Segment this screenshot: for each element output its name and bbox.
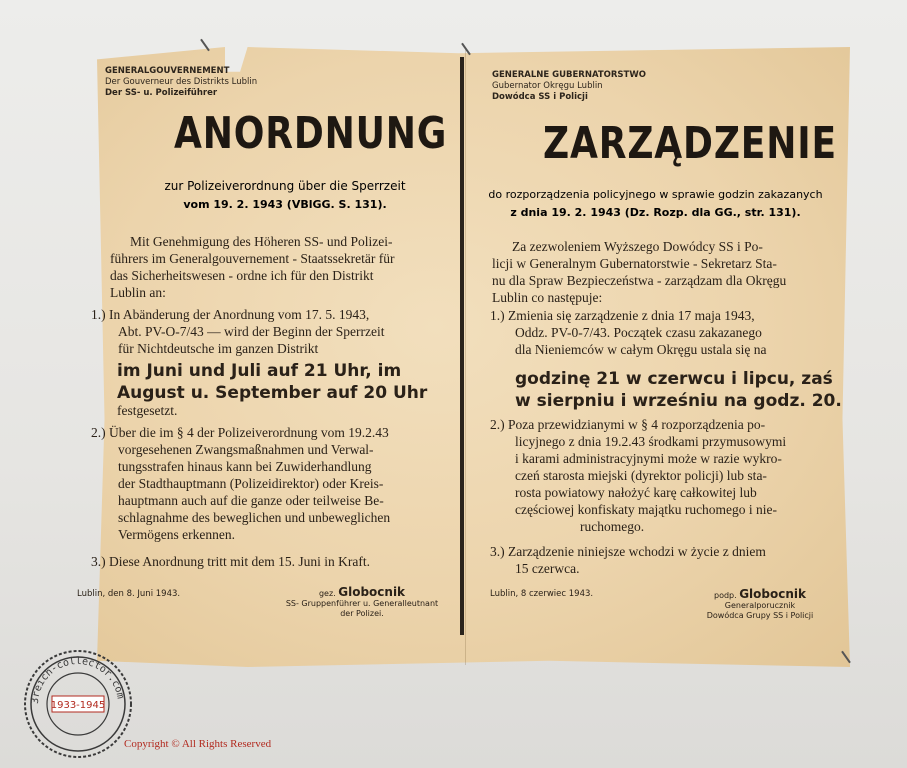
sig-rank: Generalporucznik [724, 601, 796, 610]
text-line: 15 czerwca. [515, 561, 580, 576]
sig-name: Globocnik [338, 585, 406, 599]
text-line: 1.) Zmienia się zarządzenie z dnia 17 maja 1943, [490, 308, 755, 323]
sig-rank: Dowódca Grupy SS i Policji [706, 611, 814, 620]
text-line: 1.) In Abänderung der Anordnung vom 17. 5. 1943, [91, 307, 370, 322]
text-line: 2.) Poza przewidzianymi w § 4 rozporządzenia po- [490, 417, 766, 432]
text-line: tungsstrafen hinaus kann bei Zuwiderhandlung [118, 459, 372, 474]
text-line: dla Nieniemców w całym Okręgu ustala się na [515, 342, 767, 357]
header-line: Der SS- u. Polizeiführer [105, 88, 218, 98]
text-line: licji w Generalnym Gubernatorstwie - Sekretarz Sta- [492, 256, 777, 271]
text-line: i karami administracyjnymi może w razie wykro- [515, 451, 782, 466]
left-paragraph-3: 3.) Diese Anordnung tritt mit dem 15. Juni in Kraft. [91, 554, 370, 569]
left-header [105, 66, 257, 99]
right-place-date: Lublin, 8 czerwiec 1943. [490, 589, 594, 599]
right-bold-times [515, 368, 842, 412]
left-date-ref: vom 19. 2. 1943 (VBlGG. S. 131). [183, 198, 387, 211]
column-divider [460, 57, 464, 635]
text-line: Abt. PV-O-7/43 — wird der Beginn der Sperrzeit [118, 324, 385, 339]
header-line: Der Gouverneur des Distrikts Lublin [105, 77, 258, 87]
bold-line: im Juni und Juli auf 21 Uhr, im [117, 361, 402, 381]
fold-line [465, 50, 466, 665]
left-intro [110, 233, 455, 301]
right-header [492, 70, 646, 103]
left-signature [272, 587, 452, 619]
header-line: GENERALGOUVERNEMENT [105, 66, 230, 76]
right-subtitle: do rozporządzenia policyjnego w sprawie godzin zakazanych [488, 188, 823, 201]
text-line: częściowej konfiskaty majątku ruchomego i nie- [515, 502, 778, 517]
left-place-date: Lublin, den 8. Juni 1943. [77, 589, 181, 599]
sig-name: Globocnik [739, 587, 806, 601]
header-line: Dowódca SS i Policji [492, 92, 588, 102]
text-line: nu dla Spraw Bezpieczeństwa - zarządzam dla Okręgu [492, 273, 787, 288]
left-title: ANORDNUNG [174, 108, 448, 159]
stamp-ring-text: 3reich-collector.com [29, 655, 126, 705]
header-line: GENERALNE GUBERNATORSTWO [492, 70, 646, 80]
text-line: Mit Genehmigung des Höheren SS- und Polizei- [130, 234, 393, 249]
left-subtitle: zur Polizeiverordnung über die Sperrzeit [164, 179, 406, 193]
text-line: licyjnego z dnia 19.2.43 środkami przymusowymi [515, 434, 787, 449]
text-line: Lublin an: [110, 285, 166, 300]
stamp-years: 1933-1945 [50, 700, 106, 711]
right-title: ZARZĄDZENIE [543, 118, 837, 169]
text-line: ruchomego. [580, 519, 645, 534]
left-paragraph-2 [91, 424, 451, 543]
text-line: czeń starosta miejski (dyrektor policji) lub sta- [515, 468, 767, 483]
sig-rank: SS- Gruppenführer u. Generalleutnant [285, 599, 439, 608]
left-paragraph-1 [91, 306, 451, 357]
text-line: Vermögens erkennen. [118, 527, 235, 542]
text-line: rosta powiatowy nałożyć karę całkowitej lub [515, 485, 757, 500]
sig-rank: der Polizei. [340, 609, 384, 618]
bold-line: w sierpniu i wrześniu na godz. 20. [515, 391, 842, 411]
text-line: Za zezwoleniem Wyższego Dowódcy SS i Po- [512, 239, 763, 254]
bold-line: August u. September auf 20 Uhr [117, 383, 428, 403]
sig-prefix: podp. [713, 591, 737, 600]
right-paragraph-2 [490, 416, 830, 535]
text-line: 2.) Über die im § 4 der Polizeiverordnung vom 19.2.43 [91, 425, 389, 440]
text-line: Oddz. PV-0-7/43. Początek czasu zakazanego [515, 325, 762, 340]
text-line: der Stadthauptmann (Polizeidirektor) oder Kreis- [118, 476, 384, 491]
sig-prefix: gez. [318, 589, 336, 598]
right-paragraph-1 [490, 307, 830, 358]
right-paragraph-3 [490, 543, 830, 577]
copyright-notice: Copyright © All Rights Reserved [124, 738, 272, 750]
text-line: Lublin co następuje: [492, 290, 603, 305]
text-line: hauptmann auch auf die ganze oder teilweise Be- [118, 493, 384, 508]
text-line: vorgesehenen Zwangsmaßnahmen und Verwal- [118, 442, 374, 457]
left-p1-end: festgesetzt. [117, 403, 178, 418]
text-line: das Sicherheitswesen - ordne ich für den Distrikt [110, 268, 374, 283]
left-bold-times [117, 360, 427, 404]
right-date-ref: z dnia 19. 2. 1943 (Dz. Rozp. dla GG., str. 131). [510, 206, 801, 219]
text-line: für Nichtdeutsche im ganzen Distrikt [118, 341, 319, 356]
right-intro [492, 238, 822, 306]
collector-stamp [22, 648, 134, 760]
text-line: schlagnahme des beweglichen und unbeweglichen [118, 510, 391, 525]
text-line: führers im Generalgouvernement - Staatssekretär für [110, 251, 395, 266]
right-signature [680, 589, 840, 621]
bold-line: godzinę 21 w czerwcu i lipcu, zaś [515, 369, 833, 389]
text-line: 3.) Zarządzenie niniejsze wchodzi w życie z dniem [490, 544, 766, 559]
header-line: Gubernator Okręgu Lublin [492, 81, 603, 91]
